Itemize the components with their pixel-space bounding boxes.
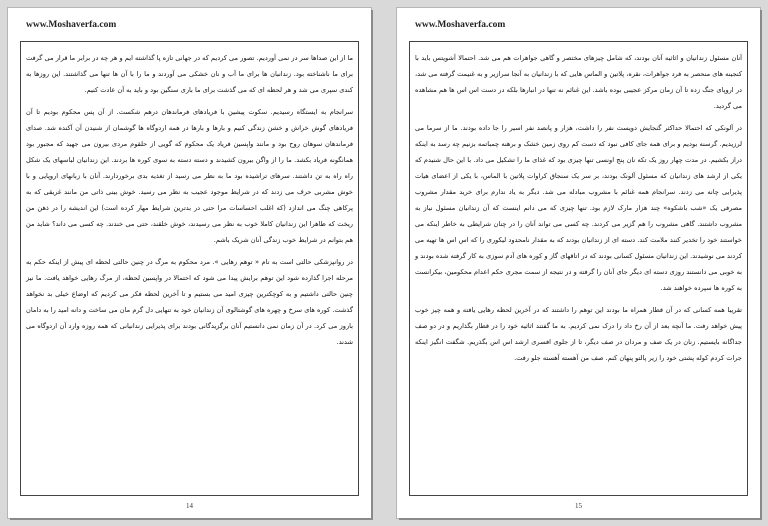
right-page-body	[415, 50, 742, 372]
left-page	[8, 8, 371, 518]
right-paragraph-2: در آلونکی که احتمالا حداکثر گنجایش دویست نفر را داشت، هزار و پانصد نفر اسیر را جا داده بودند. ما از سرما می لرزیدیم. گرسنه بودیم و برای همه جای کافی نبود که دست کم روی زمین خشک و برهنه چمباتمه بزنیم چه رسد به اینکه دراز بکشیم. در مدت چهار روز یک تکه نان پنج اونسی تنها چیزی بود که غذای ما را تشکیل می داد. با این حال شنیدم که یکی از ارشد های زندانیان که مسئول آلونک بودند، بر سر یک سنجاق کراوات پلاتین با الماس، با یکی از اعضای هیات پذیرایی چانه می زدند. سرانجام همه غنائم با مشروب مبادله می شد. دیگر به یاد ندارم برای خرید مقدار مشروب مصرفی یک «شب باشکوه» چند هزار مارک لازم بود. تنها چیزی که می دانم اینست که آن زندانیان مسئول نیاز به مشروب داشتند. گاهی مشروب را هم گزیر می کردند. چه کسی می تواند آنان را در چنان شرایطی به خاطر اینکه می خواستند خود را تخدیر کنند ملامت کند. دسته ای از زندانیان بودند که به مقدار نامحدود لیکوری را که اس اس ها تهیه می کردند می نوشیدند. این زندانیان مسئول کسانی بودند که در اتاقهای گاز و کوره های آدم سوزی به کار گرفته شده بودند و به خوبی می دانستند روزی دسته ای دیگر جای آنان را گرفته و در نتیجه از سمت مجری حکم اعدام محکومین، بیکرانست به کوره ها سپرده خواهند شد.	[415, 124, 742, 292]
left-page-number: 14	[186, 502, 193, 510]
right-paragraph-3: تقریبا همه کسانی که در آن قطار همراه ما بودند این توهم را داشتند که در آخرین لحظه رهایی یافته و همه چیز خوب پیش خواهد رفت. ما آنچه بعد از آن رخ داد را درک نمی کردیم. به ما گفتند اثاثیه خود را در قطار بگذاریم و در دو صف جداگانه بایستیم. زنان در یک صف و مردان در صف دیگر، تا از جلوی افسری ارشد اس اس بگذریم. شگفت انگیز اینکه جرات کردم کوله پشتی خود را زیر پالتو پنهان کنم. صف من آهسته آهسته جلو رفت.	[415, 306, 742, 362]
right-page	[397, 8, 760, 518]
left-page-header: www.Moshaverfa.com	[26, 20, 117, 30]
left-page-body	[26, 50, 353, 356]
left-paragraph-2: سرانجام به ایستگاه رسیدیم. سکوت پیشین با فریادهای فرماندهان درهم شکست. از آن پس محکوم بودیم تا آن فریادهای گوش خراش و خشن زندگی کنیم و بارها و بارها در همه اردوگاه ها گوشمان از شنیدن آن آکنده شد. صدای فرماندهان سوهان روح بود و مانند واپسین فریاد یک محکوم که گویی از حلقوم مردی بیرون می جهید که مجبور بود همانگونه فریاد بکشد. ما را از واگن بیرون کشیدند و دسته دسته به سوی کوره ها بردند. این زندانیان لباسهای یک شکل راه راه به تن داشتند. سرهای تراشیده بود ما به نظر می رسید از تغذیه بدی برخوردارند. آنان با زبانهای اروپایی و با خوش مشربی حرف می زدند که در شرایط موجود عجیب به نظر می رسید. خوش بینی ذاتی من مانند غریقی که به پرکاهی چنگ می اندازد (که اغلب احساسات مرا حتی در بدترین شرایط مهار کرده است) این اندیشه را در ذهن من ریخت که ظاهرا این زندانیان کاملا خوب به نظر می رسیدند، خوش خلقند، حتی می خندند. چه کسی می داند؟ شاید من هم بتوانم در شرایط خوب زندگی آنان شریک باشم.	[26, 108, 353, 244]
right-page-number: 15	[575, 502, 582, 510]
left-paragraph-3: در روانپزشکی حالتی است به نام « توهم رهایی ». مرد محکوم به مرگ در چنین حالتی لحظه ای پیش از اینکه حکم به مرحله اجرا گذارده شود این توهم برایش پیدا می شود که احتمالا در واپسین لحظه، از مرگ رهایی خواهد یافت. ما نیز چنین حالتی داشتیم و به کوچکترین چیزی امید می بستیم و تا آخرین لحظه فکر می کردیم که اوضاع خیلی بد نخواهد گذشت. کوره های سرخ و چهره های گوشتالوی آن زندانیان خود به تنهایی دل گرم مان می ساخت و دانه امید را به دامان باروز می کرد. در آن زمان نمی دانستیم آنان برگزیدگانی بودند برای پذیرایی زندانیانی که همه روزه وارد آن اردوگاه می شدند.	[26, 258, 353, 346]
right-paragraph-1: آنان مسئول زندانیان و اثاثیه آنان بودند، که شامل چیزهای مختصر و گاهی جواهرات هم می شد. احتمالا آشویتس باید با کنجینه های منحصر به فرد جواهرات، نقره، پلاتین و الماس هایی که با زندانیان به آنجا سرازیر و به غنیمت گرفته می شد، در اروپای جنگ زده تا آن زمان مرکز عجیبی بوده باشد. این غنائم نه تنها در انبارها بلکه در دست اس اس ها هم مشاهده می گردید.	[415, 54, 742, 110]
right-page-header: www.Moshaverfa.com	[415, 20, 506, 30]
left-paragraph-1: ما از این صداها سر در نمی آوردیم. تصور می کردیم که در جهانی تازه پا گذاشته ایم و هر چه در برابر ما قرار می گرفت برای ما ناشناخته بود. زندانبان ها برای ما آب و نان خشکی می آوردند و ما را با آن ها تنها می گذاشتند. این روزها به کندی سپری می شد و هر لحظه ای که می گذشت برای ما باری سنگین بود و باید به آن عادت کنیم.	[26, 54, 353, 94]
